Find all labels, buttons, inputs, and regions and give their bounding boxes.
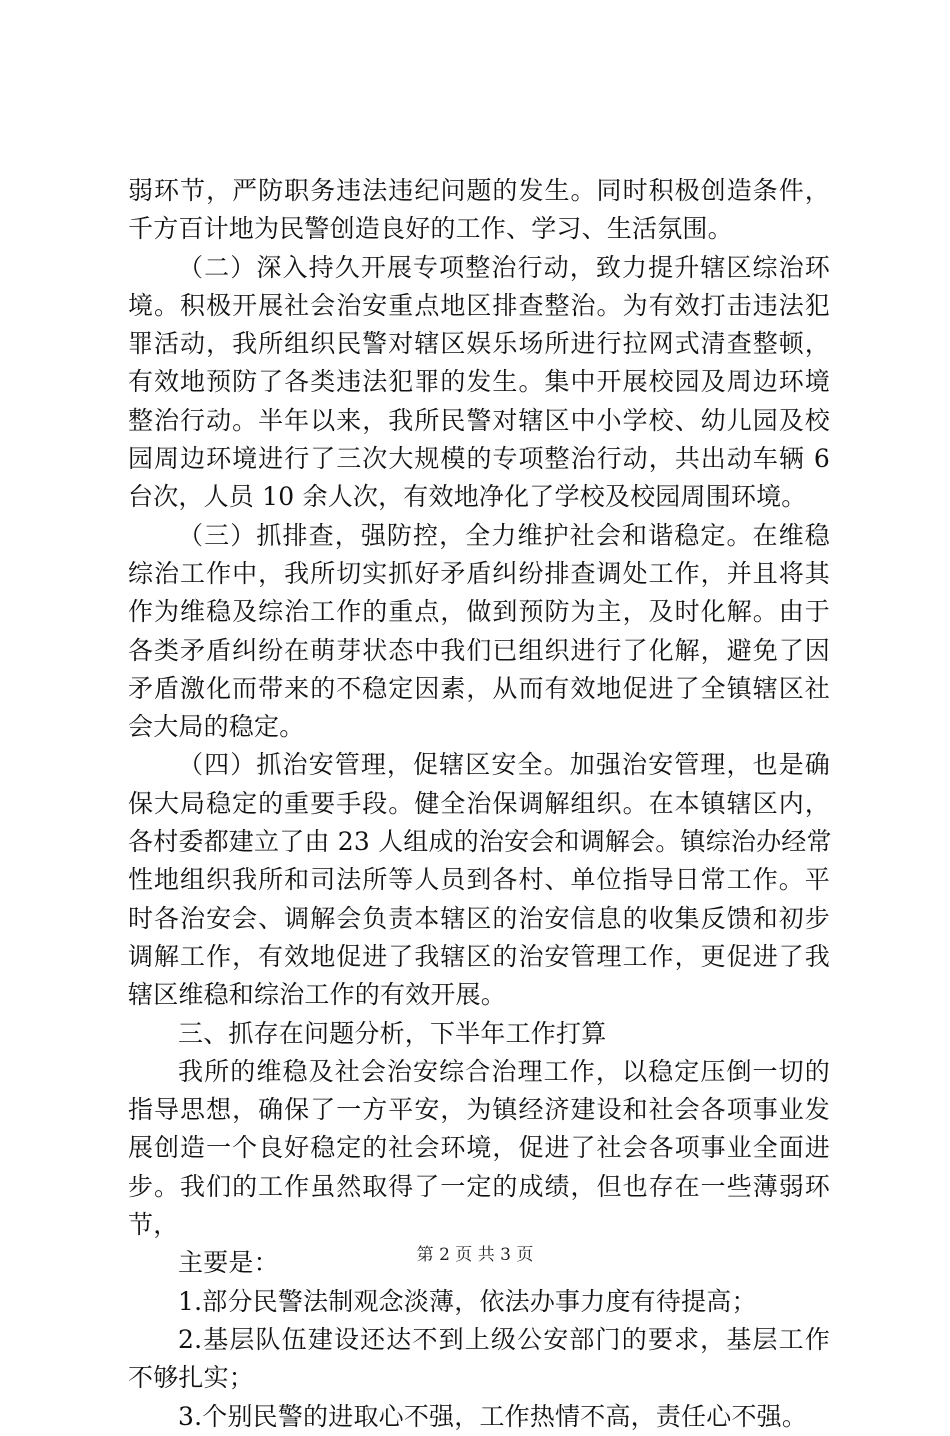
text-line: 综治工作中，我所切实抓好矛盾纠纷排查调处工作，并且将其 <box>128 558 830 588</box>
text-line: 节， <box>128 1210 179 1240</box>
text-line: 指导思想，确保了一方平安，为镇经济建设和社会各项事业发 <box>128 1095 830 1125</box>
text-line: （二）深入持久开展专项整治行动，致力提升辖区综治环 <box>178 252 830 282</box>
text-line: 1.部分民警法制观念淡薄，依法办事力度有待提高； <box>178 1286 757 1316</box>
text-line: 展创造一个良好稳定的社会环境，促进了社会各项事业全面进 <box>128 1133 830 1163</box>
text-line: 台次，人员 10 余人次，有效地净化了学校及校园周围环境。 <box>128 482 807 512</box>
text-line: 主要是： <box>178 1248 279 1278</box>
text-line: 作为维稳及综治工作的重点，做到预防为主，及时化解。由于 <box>128 597 830 627</box>
text-line: 矛盾激化而带来的不稳定因素，从而有效地促进了全镇辖区社 <box>128 673 830 703</box>
text-line: 千方百计地为民警创造良好的工作、学习、生活氛围。 <box>128 214 733 244</box>
text-line: （四）抓治安管理，促辖区安全。加强治安管理，也是确 <box>178 750 830 780</box>
text-line: 三、抓存在问题分析，下半年工作打算 <box>178 1018 607 1048</box>
text-line: （三）抓排查，强防控，全力维护社会和谐稳定。在维稳 <box>178 520 830 550</box>
text-line: 整治行动。半年以来，我所民警对辖区中小学校、幼儿园及校 <box>128 405 830 435</box>
text-line: 时各治安会、调解会负责本辖区的治安信息的收集反馈和初步 <box>128 903 830 933</box>
text-line: 园周边环境进行了三次大规模的专项整治行动，共出动车辆 6 <box>128 444 830 474</box>
text-line: 2.基层队伍建设还达不到上级公安部门的要求，基层工作 <box>178 1324 830 1354</box>
text-line: 性地组织我所和司法所等人员到各村、单位指导日常工作。平 <box>128 865 830 895</box>
text-line: 步。我们的工作虽然取得了一定的成绩，但也存在一些薄弱环 <box>128 1171 830 1201</box>
text-line: 有效地预防了各类违法犯罪的发生。集中开展校园及周边环境 <box>128 367 830 397</box>
text-line: 各村委都建立了由 23 人组成的治安会和调解会。镇综治办经常 <box>128 827 832 857</box>
text-line: 辖区维稳和综治工作的有效开展。 <box>128 980 507 1010</box>
text-line: 罪活动，我所组织民警对辖区娱乐场所进行拉网式清查整顿， <box>128 329 830 359</box>
text-line: 不够扎实； <box>128 1363 255 1393</box>
text-line: 保大局稳定的重要手段。健全治保调解组织。在本镇辖区内， <box>128 788 830 818</box>
text-line: 会大局的稳定。 <box>128 712 305 742</box>
text-line: 我所的维稳及社会治安综合治理工作，以稳定压倒一切的 <box>178 1056 830 1086</box>
text-line: 调解工作，有效地促进了我辖区的治安管理工作，更促进了我 <box>128 941 830 971</box>
text-line: 各类矛盾纠纷在萌芽状态中我们已组织进行了化解，避免了因 <box>128 635 830 665</box>
text-line: 境。积极开展社会治安重点地区排查整治。为有效打击违法犯 <box>128 290 830 320</box>
page-footer: 第 2 页 共 3 页 <box>416 1245 534 1265</box>
text-line: 3.个别民警的进取心不强，工作热情不高，责任心不强。 <box>178 1401 808 1431</box>
text-line: 弱环节，严防职务违法违纪问题的发生。同时积极创造条件， <box>128 176 830 205</box>
